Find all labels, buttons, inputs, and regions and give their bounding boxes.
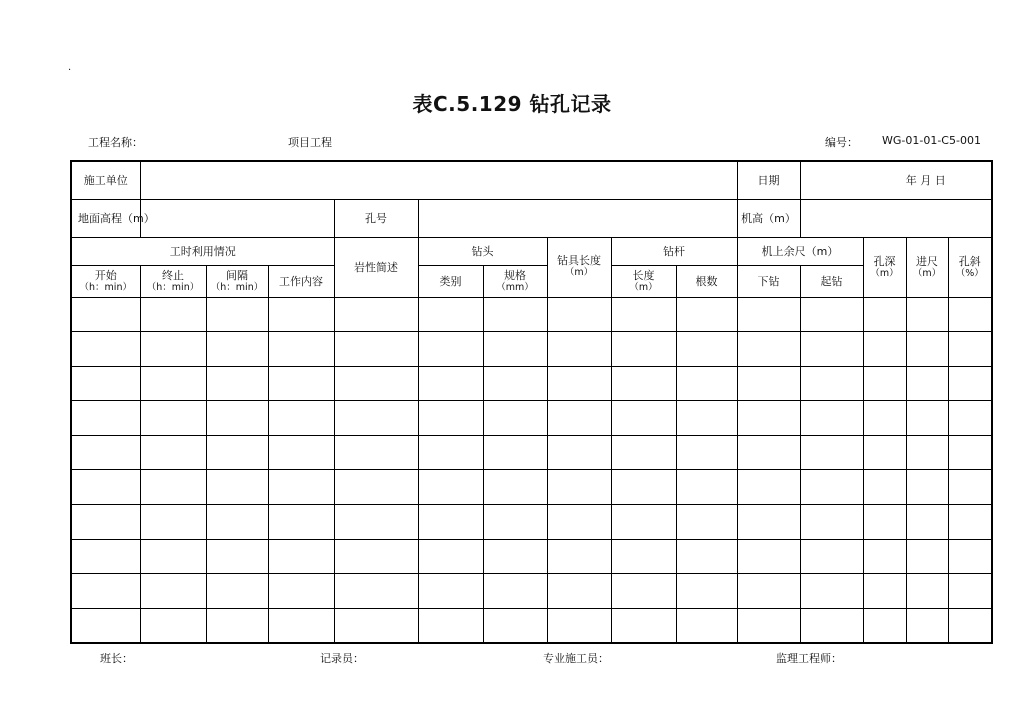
- table-cell[interactable]: [418, 574, 483, 609]
- table-cell[interactable]: [863, 332, 906, 367]
- table-cell[interactable]: [547, 297, 611, 332]
- date-value[interactable]: 年 月 日: [800, 161, 992, 199]
- table-cell[interactable]: [140, 435, 206, 470]
- table-cell[interactable]: [140, 366, 206, 401]
- table-cell[interactable]: [547, 608, 611, 643]
- table-cell[interactable]: [676, 470, 737, 505]
- advance-label: 进尺: [916, 255, 939, 268]
- date-label: 日期: [737, 161, 800, 199]
- table-row: [71, 401, 992, 436]
- table-row: [71, 539, 992, 574]
- tool-length-unit: （m）: [564, 266, 594, 278]
- table-cell[interactable]: [140, 297, 206, 332]
- table-cell[interactable]: [268, 297, 334, 332]
- table-cell[interactable]: [948, 366, 992, 401]
- table-cell[interactable]: [906, 470, 948, 505]
- data-rows: [71, 297, 992, 643]
- table-cell[interactable]: [71, 574, 140, 609]
- table-cell[interactable]: [268, 470, 334, 505]
- table-cell[interactable]: [863, 470, 906, 505]
- start-label: 开始: [94, 269, 117, 282]
- rod-length-unit: （m）: [629, 282, 658, 293]
- table-cell[interactable]: [206, 435, 268, 470]
- table-row: [71, 608, 992, 643]
- table-cell[interactable]: [483, 401, 547, 436]
- table-cell[interactable]: [334, 366, 418, 401]
- corner-dot: .: [68, 62, 72, 73]
- depth-unit: （m）: [870, 268, 899, 279]
- table-cell[interactable]: [737, 435, 800, 470]
- table-cell[interactable]: [140, 401, 206, 436]
- table-cell[interactable]: [483, 608, 547, 643]
- elevation-row: [71, 199, 992, 237]
- table-cell[interactable]: [547, 574, 611, 609]
- table-cell[interactable]: [71, 366, 140, 401]
- drilling-record-table: [70, 160, 993, 644]
- table-cell[interactable]: [800, 574, 863, 609]
- tool-length-label: 钻具长度: [557, 253, 601, 267]
- table-cell[interactable]: [334, 332, 418, 367]
- table-cell[interactable]: [334, 435, 418, 470]
- remain-header: 机上余尺（m）: [737, 237, 863, 265]
- table-cell[interactable]: [483, 297, 547, 332]
- table-cell[interactable]: [611, 435, 676, 470]
- table-cell[interactable]: [906, 505, 948, 540]
- table-cell[interactable]: [418, 366, 483, 401]
- table-cell[interactable]: [206, 539, 268, 574]
- table-cell[interactable]: [547, 505, 611, 540]
- bit-type-header: 类别: [418, 265, 483, 297]
- table-cell[interactable]: [737, 574, 800, 609]
- end-header: [140, 265, 206, 297]
- table-cell[interactable]: [800, 539, 863, 574]
- table-cell[interactable]: [334, 539, 418, 574]
- table-cell[interactable]: [483, 332, 547, 367]
- table-cell[interactable]: [737, 297, 800, 332]
- table-row: [71, 505, 992, 540]
- table-cell[interactable]: [611, 608, 676, 643]
- table-cell[interactable]: [948, 539, 992, 574]
- table-cell[interactable]: [418, 401, 483, 436]
- advance-unit: （m）: [912, 268, 942, 279]
- table-cell[interactable]: [906, 401, 948, 436]
- bit-spec-unit: （mm）: [496, 282, 534, 293]
- table-cell[interactable]: [737, 608, 800, 643]
- table-cell[interactable]: [140, 332, 206, 367]
- unit-row: [71, 161, 992, 199]
- table-cell[interactable]: [71, 435, 140, 470]
- table-cell[interactable]: [334, 608, 418, 643]
- table-cell[interactable]: [800, 401, 863, 436]
- start-header: [71, 265, 140, 297]
- table-cell[interactable]: [737, 332, 800, 367]
- table-cell[interactable]: [948, 401, 992, 436]
- constructor-label: 专业施工员：: [543, 652, 609, 665]
- table-row: [71, 332, 992, 367]
- work-content-header: 工作内容: [268, 265, 334, 297]
- bit-spec-header: [483, 265, 547, 297]
- hole-value-field[interactable]: [418, 199, 737, 237]
- table-cell[interactable]: [676, 505, 737, 540]
- table-cell[interactable]: [71, 470, 140, 505]
- table-cell[interactable]: [268, 539, 334, 574]
- table-cell[interactable]: [483, 435, 547, 470]
- table-cell[interactable]: [483, 574, 547, 609]
- table-cell[interactable]: [906, 539, 948, 574]
- table-cell[interactable]: [71, 505, 140, 540]
- hole-label: 孔号: [334, 199, 418, 237]
- table-row: [71, 574, 992, 609]
- table-cell[interactable]: [906, 608, 948, 643]
- table-cell[interactable]: [948, 435, 992, 470]
- table-cell[interactable]: [948, 332, 992, 367]
- table-cell[interactable]: [611, 539, 676, 574]
- table-cell[interactable]: [863, 608, 906, 643]
- table-cell[interactable]: [948, 470, 992, 505]
- table-cell[interactable]: [737, 366, 800, 401]
- table-cell[interactable]: [676, 297, 737, 332]
- table-cell[interactable]: [676, 401, 737, 436]
- table-cell[interactable]: [547, 435, 611, 470]
- rod-count-header: 根数: [676, 265, 737, 297]
- table-cell[interactable]: [268, 332, 334, 367]
- table-cell[interactable]: [140, 505, 206, 540]
- page-title: 表C.5.129 钻孔记录: [412, 92, 612, 116]
- table-cell[interactable]: [140, 608, 206, 643]
- table-cell[interactable]: [140, 470, 206, 505]
- table-cell[interactable]: [800, 435, 863, 470]
- table-cell[interactable]: [140, 539, 206, 574]
- rod-length-header: [611, 265, 676, 297]
- table-cell[interactable]: [800, 297, 863, 332]
- tool-length-header: [547, 237, 611, 297]
- table-cell[interactable]: [800, 332, 863, 367]
- table-cell[interactable]: [611, 574, 676, 609]
- table-cell[interactable]: [800, 608, 863, 643]
- table-cell[interactable]: [418, 505, 483, 540]
- start-unit: （h：min）: [79, 282, 132, 293]
- table-cell[interactable]: [268, 401, 334, 436]
- table-cell[interactable]: [206, 297, 268, 332]
- table-cell[interactable]: [268, 574, 334, 609]
- table-cell[interactable]: [334, 401, 418, 436]
- table-cell[interactable]: [268, 366, 334, 401]
- table-cell[interactable]: [334, 574, 418, 609]
- bit-header: 钻头: [418, 237, 547, 265]
- project-name-value: 项目工程: [288, 136, 332, 149]
- incline-unit: （%）: [955, 268, 984, 279]
- table-cell[interactable]: [71, 297, 140, 332]
- table-cell[interactable]: [418, 470, 483, 505]
- table-cell[interactable]: [418, 539, 483, 574]
- interval-label: 间隔: [226, 269, 248, 282]
- table-cell[interactable]: [906, 366, 948, 401]
- table-cell[interactable]: [800, 505, 863, 540]
- table-cell[interactable]: [800, 470, 863, 505]
- table-cell[interactable]: [483, 470, 547, 505]
- table-cell[interactable]: [71, 539, 140, 574]
- table-cell[interactable]: [206, 505, 268, 540]
- elevation-label: 地面高程（m）: [71, 199, 140, 237]
- table-cell[interactable]: [206, 366, 268, 401]
- interval-unit: （h：min）: [210, 282, 264, 293]
- end-label: 终止: [162, 269, 184, 282]
- table-cell[interactable]: [547, 470, 611, 505]
- table-cell[interactable]: [676, 608, 737, 643]
- elevation-value-field[interactable]: [140, 199, 334, 237]
- table-cell[interactable]: [206, 470, 268, 505]
- serial-value: WG-01-01-C5-001: [882, 134, 981, 147]
- table-cell[interactable]: [676, 539, 737, 574]
- table-cell[interactable]: [863, 539, 906, 574]
- table-cell[interactable]: [611, 505, 676, 540]
- table-cell[interactable]: [948, 574, 992, 609]
- table-cell[interactable]: [71, 332, 140, 367]
- table-cell[interactable]: [737, 401, 800, 436]
- table-row: [71, 470, 992, 505]
- table-cell[interactable]: [418, 435, 483, 470]
- table-cell[interactable]: [547, 332, 611, 367]
- table-cell[interactable]: [268, 435, 334, 470]
- table-cell[interactable]: [906, 297, 948, 332]
- table-cell[interactable]: [948, 505, 992, 540]
- table-cell[interactable]: [863, 297, 906, 332]
- depth-label: 孔深: [873, 255, 896, 268]
- table-cell[interactable]: [676, 366, 737, 401]
- machine-height-label: 机高（m）: [737, 199, 800, 237]
- advance-header: [906, 237, 948, 297]
- table-cell[interactable]: [906, 574, 948, 609]
- leader-label: 班长：: [100, 652, 133, 665]
- table-cell[interactable]: [547, 401, 611, 436]
- table-cell[interactable]: [863, 366, 906, 401]
- table-cell[interactable]: [334, 297, 418, 332]
- table-cell[interactable]: [737, 505, 800, 540]
- table-row: [71, 435, 992, 470]
- table-cell[interactable]: [611, 332, 676, 367]
- unit-value-field[interactable]: [140, 161, 737, 199]
- end-unit: （h：min）: [146, 282, 200, 293]
- table-cell[interactable]: [418, 608, 483, 643]
- table-cell[interactable]: [334, 470, 418, 505]
- table-cell[interactable]: [676, 435, 737, 470]
- interval-header: [206, 265, 268, 297]
- table-cell[interactable]: [948, 608, 992, 643]
- table-cell[interactable]: [140, 574, 206, 609]
- table-cell[interactable]: [863, 574, 906, 609]
- table-cell[interactable]: [547, 366, 611, 401]
- table-cell[interactable]: [611, 297, 676, 332]
- table-cell[interactable]: [863, 401, 906, 436]
- table-cell[interactable]: [71, 608, 140, 643]
- table-cell[interactable]: [206, 401, 268, 436]
- recorder-label: 记录员：: [320, 652, 364, 665]
- serial-label: 编号：: [825, 136, 858, 149]
- remain-up-header: 起钻: [800, 265, 863, 297]
- machine-height-value-field[interactable]: [800, 199, 992, 237]
- table-cell[interactable]: [611, 401, 676, 436]
- table-cell[interactable]: [906, 435, 948, 470]
- header-row-2: [71, 265, 992, 297]
- rock-header: 岩性简述: [334, 237, 418, 297]
- rod-header: 钻杆: [611, 237, 737, 265]
- table-cell[interactable]: [737, 539, 800, 574]
- table-cell[interactable]: [418, 297, 483, 332]
- supervisor-label: 监理工程师：: [776, 652, 842, 665]
- remain-down-header: 下钻: [737, 265, 800, 297]
- table-cell[interactable]: [206, 608, 268, 643]
- table-cell[interactable]: [71, 401, 140, 436]
- worktime-header: 工时利用情况: [71, 237, 334, 265]
- header-row-1: [71, 237, 992, 265]
- table-cell[interactable]: [676, 574, 737, 609]
- table-cell[interactable]: [206, 332, 268, 367]
- table-cell[interactable]: [418, 332, 483, 367]
- table-cell[interactable]: [863, 505, 906, 540]
- table-cell[interactable]: [268, 608, 334, 643]
- table-row: [71, 297, 992, 332]
- table-cell[interactable]: [737, 470, 800, 505]
- depth-header: [863, 237, 906, 297]
- incline-label: 孔斜: [958, 255, 981, 268]
- table-cell[interactable]: [611, 366, 676, 401]
- project-name-label: 工程名称：: [88, 136, 143, 149]
- bit-spec-label: 规格: [504, 269, 526, 282]
- table-cell[interactable]: [268, 505, 334, 540]
- table-cell[interactable]: [863, 435, 906, 470]
- table-row: [71, 366, 992, 401]
- table-cell[interactable]: [906, 332, 948, 367]
- table-cell[interactable]: [483, 366, 547, 401]
- table-cell[interactable]: [800, 366, 863, 401]
- table-cell[interactable]: [611, 470, 676, 505]
- rod-length-label: 长度: [632, 269, 655, 282]
- table-cell[interactable]: [948, 297, 992, 332]
- table-cell[interactable]: [547, 539, 611, 574]
- table-cell[interactable]: [206, 574, 268, 609]
- table-cell[interactable]: [483, 539, 547, 574]
- table-cell[interactable]: [334, 505, 418, 540]
- table-cell[interactable]: [483, 505, 547, 540]
- unit-label: 施工单位: [71, 161, 140, 199]
- table-cell[interactable]: [676, 332, 737, 367]
- incline-header: [948, 237, 992, 297]
